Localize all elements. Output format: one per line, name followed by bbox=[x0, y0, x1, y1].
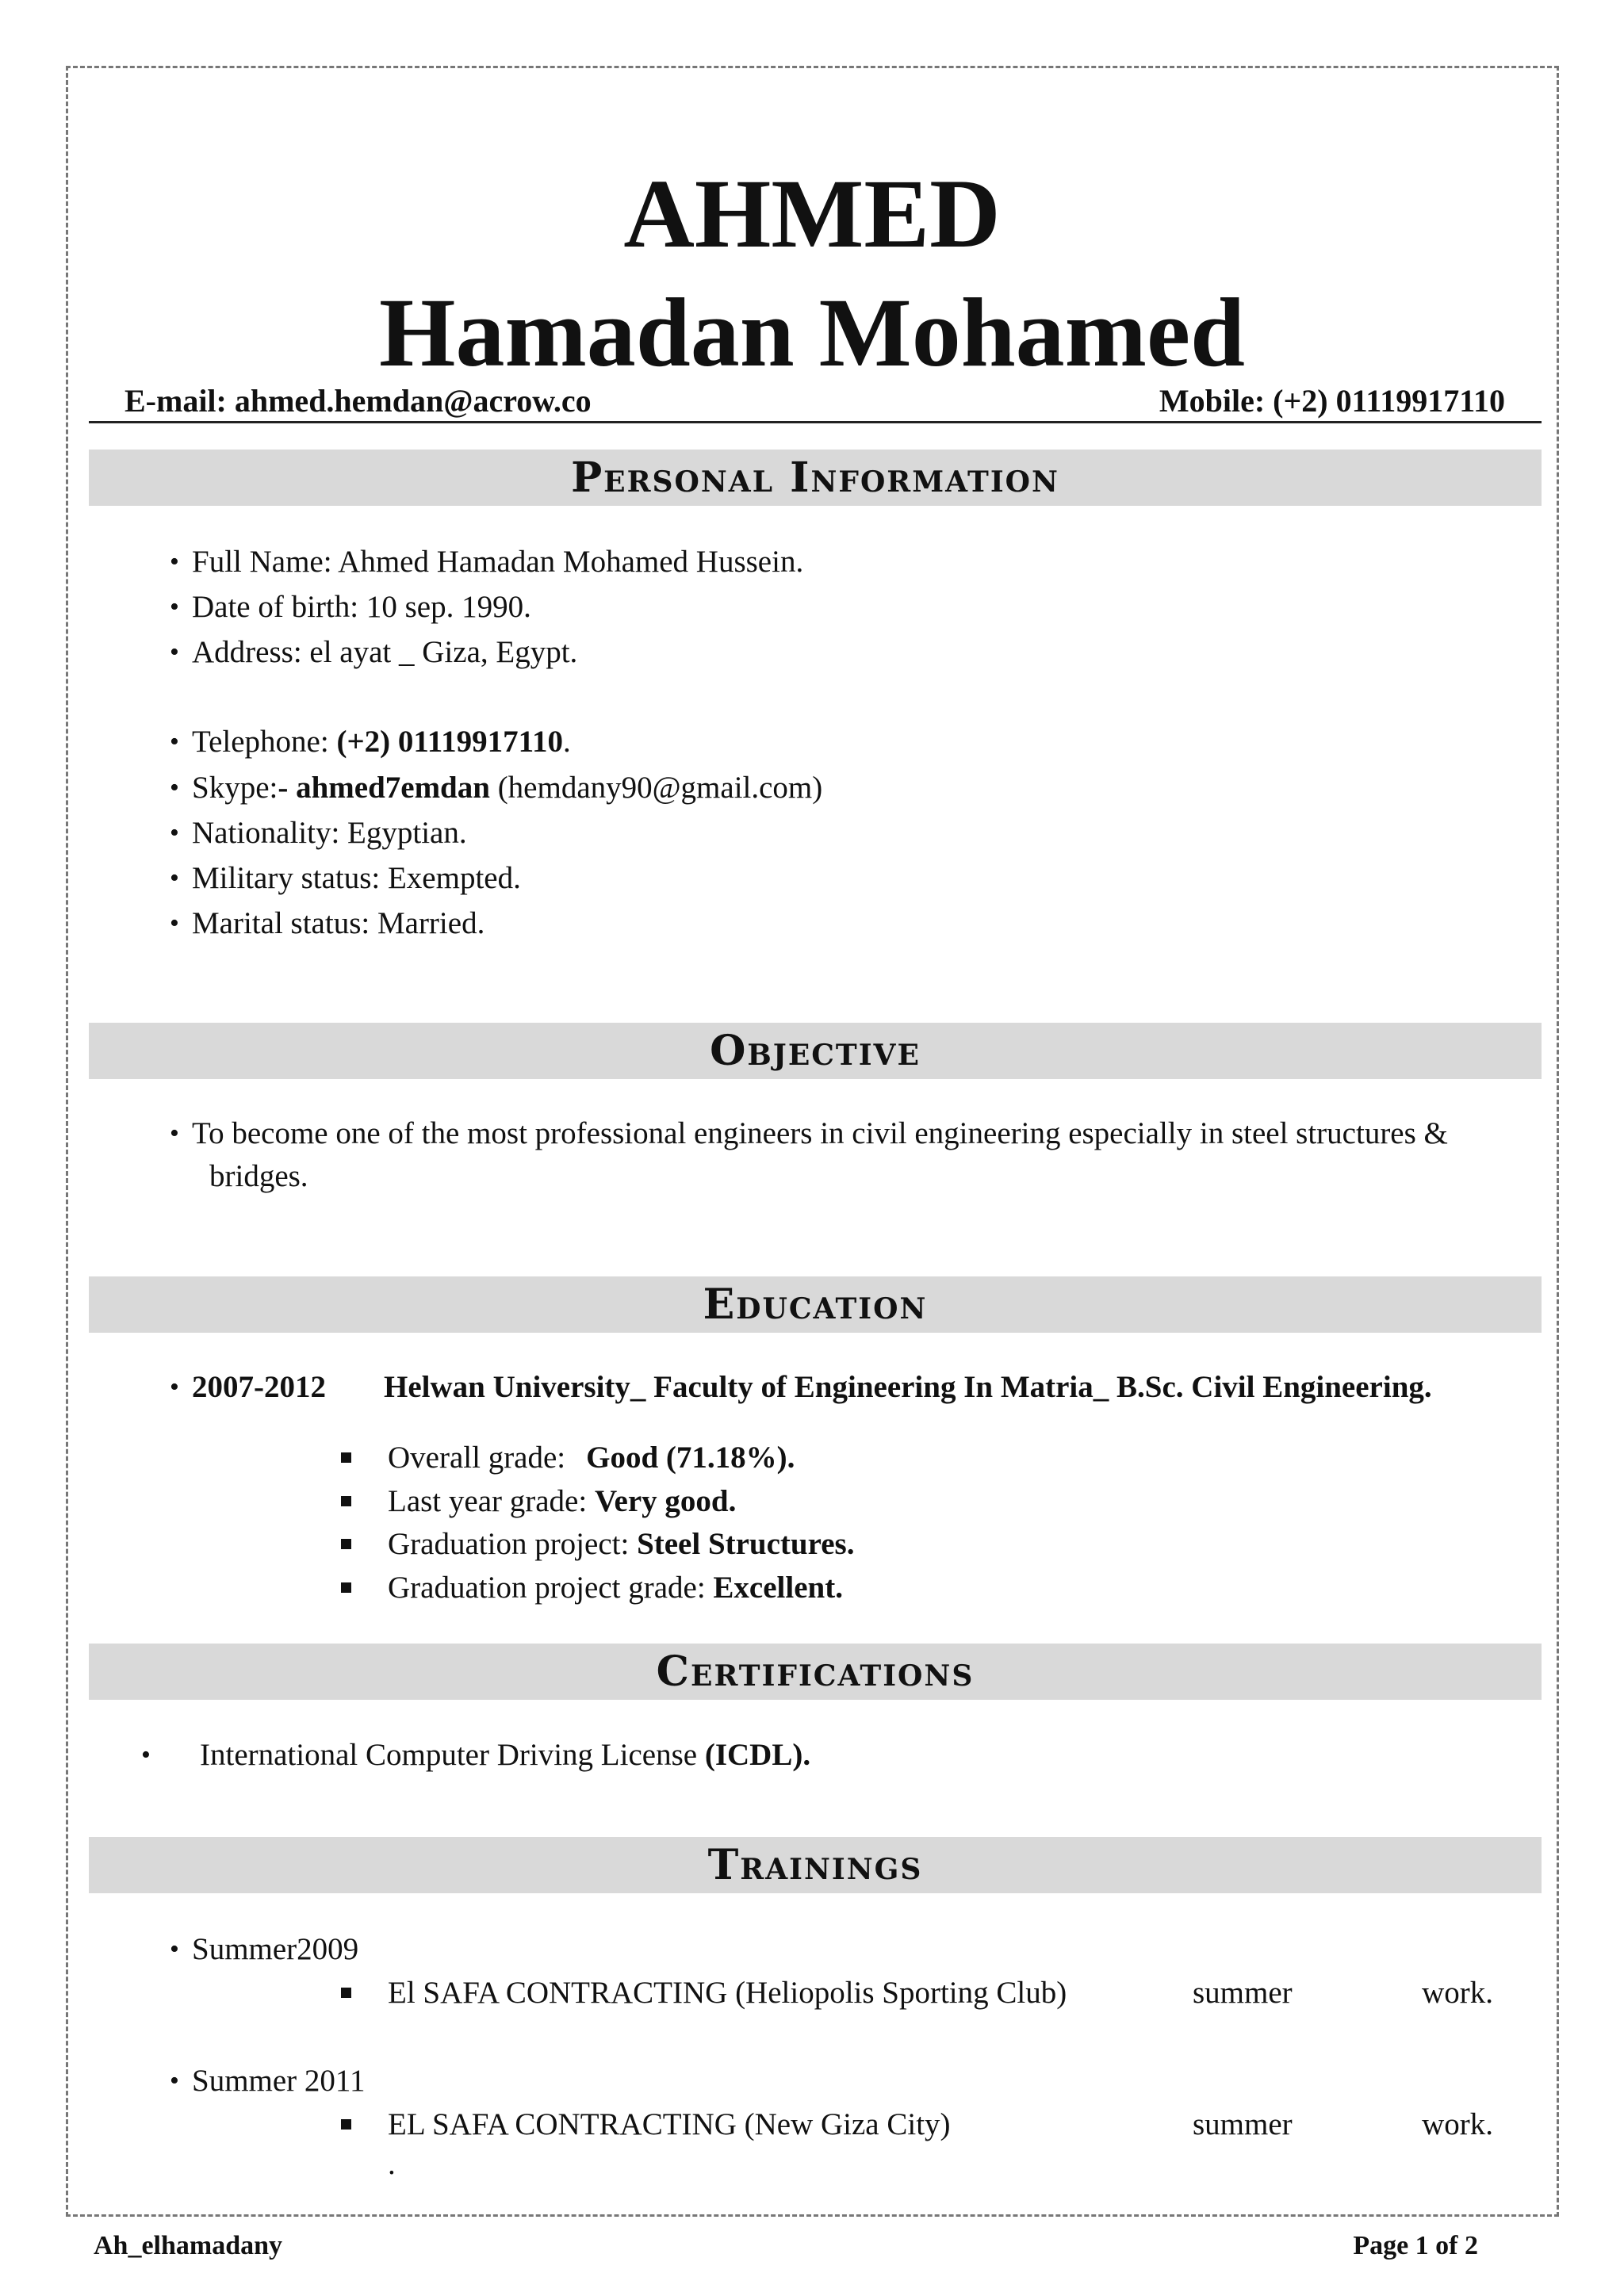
bullet-icon: • bbox=[141, 1740, 151, 1770]
bullet-icon: • bbox=[170, 863, 179, 893]
graduation-project bbox=[388, 1525, 854, 1563]
training-company-1: El SAFA CONTRACTING (Heliopolis Sporting Club) bbox=[388, 1976, 1067, 2010]
section-trainings: Trainings bbox=[89, 1837, 1542, 1893]
skype bbox=[192, 769, 822, 807]
skype-value: - ahmed7emdan bbox=[278, 771, 490, 805]
last-year-grade bbox=[388, 1483, 736, 1521]
training-type-2b: work. bbox=[1422, 2107, 1493, 2141]
footer-left: Ah_elhamadany bbox=[94, 2231, 283, 2260]
bullet-icon: • bbox=[170, 592, 179, 622]
square-bullet-icon bbox=[341, 1539, 351, 1549]
telephone-value: (+2) 01119917110 bbox=[336, 725, 563, 759]
name-first: AHMED bbox=[623, 159, 1001, 268]
certification-icdl bbox=[200, 1736, 810, 1774]
military-status: Military status: Exempted. bbox=[192, 861, 521, 895]
skype-email: (hemdany90@gmail.com) bbox=[489, 771, 823, 805]
overall-grade bbox=[388, 1439, 795, 1477]
education-years: 2007-2012 bbox=[192, 1370, 326, 1404]
section-objective: Objective bbox=[89, 1023, 1542, 1079]
training-period-2: Summer 2011 bbox=[192, 2064, 366, 2098]
name-last: Hamadan Mohamed bbox=[379, 278, 1245, 387]
trailing-period: . bbox=[388, 2147, 396, 2181]
telephone bbox=[192, 723, 571, 761]
section-personal-information: Personal Information bbox=[89, 450, 1542, 506]
bullet-icon: • bbox=[170, 727, 179, 756]
square-bullet-icon bbox=[341, 1582, 351, 1593]
section-education: Education bbox=[89, 1276, 1542, 1333]
telephone-end: . bbox=[562, 725, 571, 759]
address: Address: el ayat _ Giza, Egypt. bbox=[192, 635, 578, 669]
square-bullet-icon bbox=[341, 1452, 351, 1463]
graduation-project-label: Graduation project: bbox=[388, 1527, 638, 1561]
bullet-icon: • bbox=[170, 773, 179, 802]
graduation-project-grade bbox=[388, 1569, 843, 1607]
bullet-icon: • bbox=[170, 818, 179, 848]
objective-line-2: bridges. bbox=[209, 1159, 308, 1193]
training-type-1b: work. bbox=[1422, 1976, 1493, 2010]
nationality: Nationality: Egyptian. bbox=[192, 816, 467, 850]
overall-grade-value: Good (71.18%). bbox=[586, 1441, 795, 1475]
bullet-icon: • bbox=[170, 1934, 179, 1964]
section-certifications: Certifications bbox=[89, 1644, 1542, 1700]
certification-label: International Computer Driving License bbox=[200, 1738, 705, 1772]
bullet-icon: • bbox=[170, 1119, 179, 1148]
graduation-project-value: Steel Structures. bbox=[637, 1527, 855, 1561]
mobile-text: Mobile: (+2) 01119917110 bbox=[1159, 383, 1505, 419]
square-bullet-icon bbox=[341, 1496, 351, 1506]
bullet-icon: • bbox=[170, 1372, 179, 1402]
square-bullet-icon bbox=[341, 2119, 351, 2130]
marital-status: Marital status: Married. bbox=[192, 906, 485, 940]
last-year-grade-label: Last year grade: bbox=[388, 1484, 595, 1518]
bullet-icon: • bbox=[170, 2066, 179, 2095]
email-text: E-mail: ahmed.hemdan@acrow.co bbox=[124, 383, 592, 419]
bullet-icon: • bbox=[170, 637, 179, 667]
training-company-2: EL SAFA CONTRACTING (New Giza City) bbox=[388, 2107, 951, 2141]
graduation-project-grade-label: Graduation project grade: bbox=[388, 1571, 714, 1605]
square-bullet-icon bbox=[341, 1988, 351, 1998]
training-period-1: Summer2009 bbox=[192, 1932, 359, 1966]
training-type-1a: summer bbox=[1193, 1976, 1293, 2010]
education-institution: Helwan University_ Faculty of Engineering In Matria_ B.Sc. Civil Engineering. bbox=[384, 1370, 1432, 1404]
bullet-icon: • bbox=[170, 547, 179, 576]
training-type-2a: summer bbox=[1193, 2107, 1293, 2141]
bullet-icon: • bbox=[170, 909, 179, 938]
date-of-birth: Date of birth: 10 sep. 1990. bbox=[192, 590, 531, 624]
last-year-grade-value: Very good. bbox=[594, 1484, 737, 1518]
skype-label: Skype: bbox=[192, 771, 278, 805]
telephone-label: Telephone: bbox=[192, 725, 337, 759]
full-name: Full Name: Ahmed Hamadan Mohamed Hussein. bbox=[192, 545, 804, 579]
graduation-project-grade-value: Excellent. bbox=[713, 1571, 843, 1605]
page-number: Page 1 of 2 bbox=[1353, 2231, 1478, 2260]
certification-value: (ICDL). bbox=[704, 1738, 811, 1772]
header-rule bbox=[89, 421, 1542, 423]
overall-grade-label: Overall grade: bbox=[388, 1441, 566, 1475]
objective-line-1: To become one of the most professional engineers in civil engineering especially in steel structures & bbox=[192, 1116, 1448, 1150]
